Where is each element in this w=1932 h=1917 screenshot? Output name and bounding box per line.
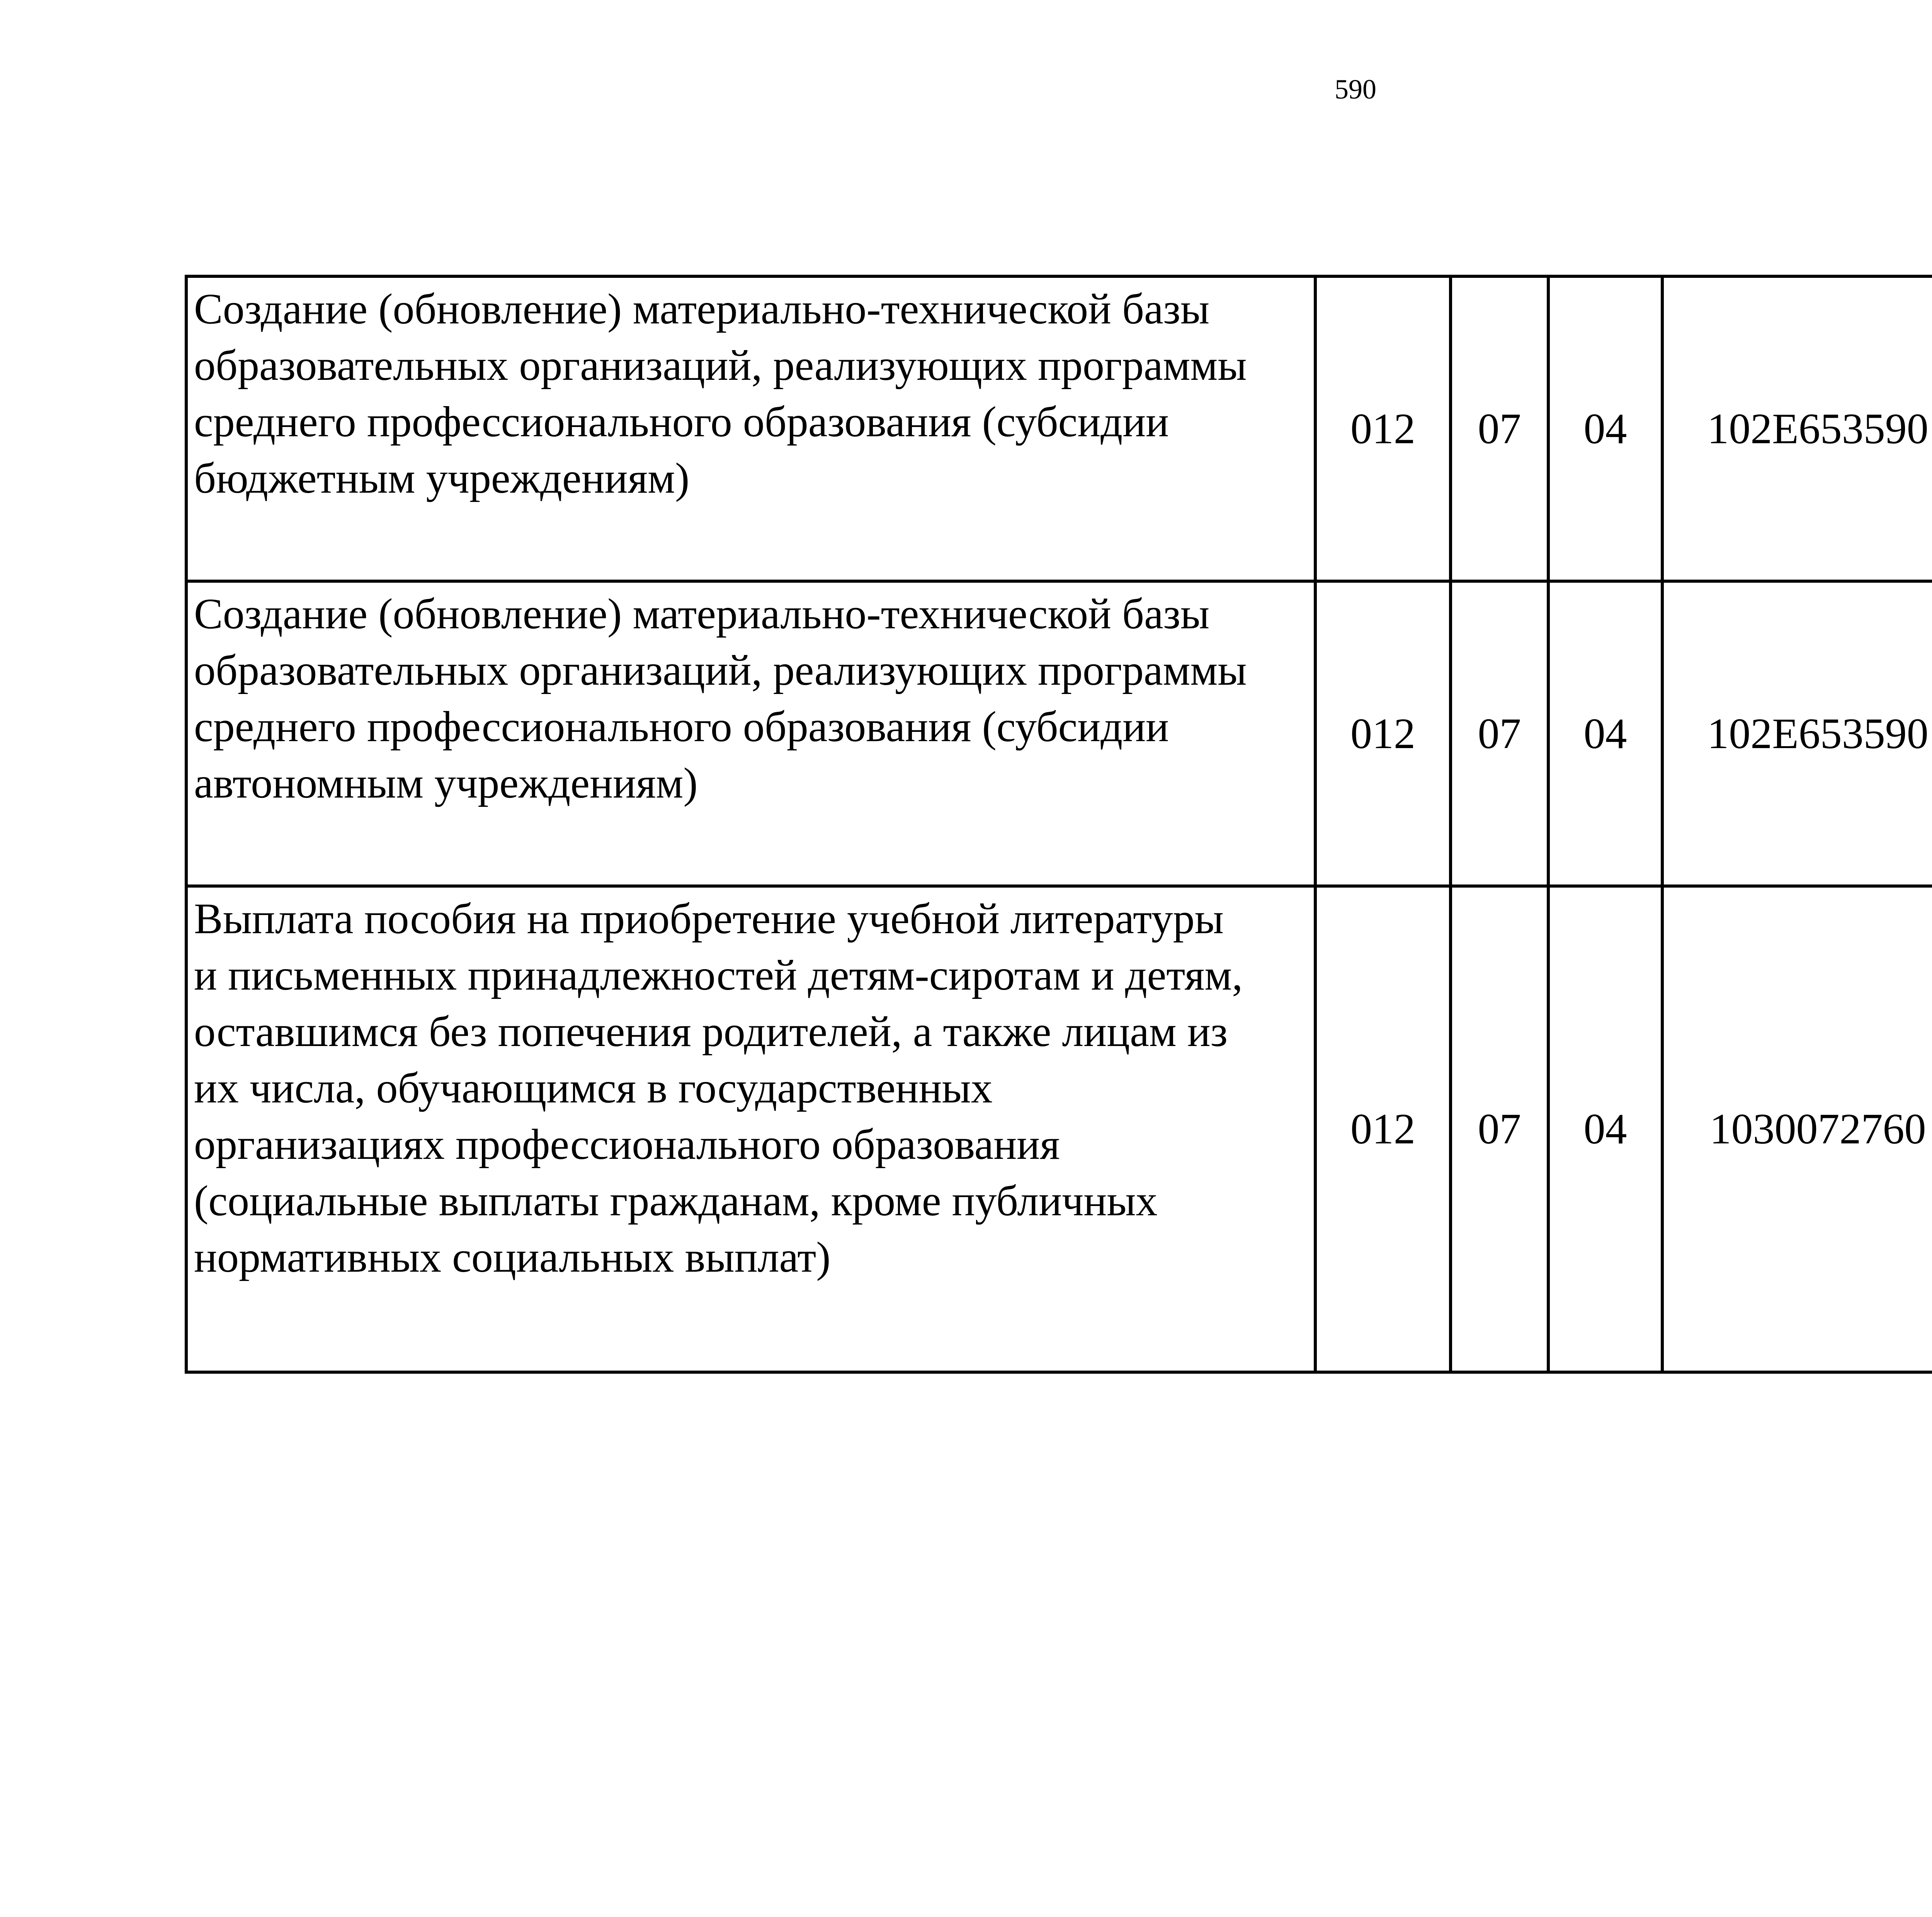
subsection-code: 04: [1548, 276, 1662, 581]
description-line: нормативных социальных выплат): [194, 1233, 831, 1281]
page-number: 590: [1335, 74, 1376, 105]
description-line: их числа, обучающимся в государственных: [194, 1064, 993, 1112]
subsection-code: 04: [1548, 581, 1662, 886]
description-line: Выплата пособия на приобретение учебной литературы: [194, 895, 1224, 943]
ministry-code: 012: [1315, 886, 1451, 1372]
table-row: [186, 276, 1932, 581]
target-item-code: 102Е653590: [1662, 276, 1932, 581]
expense-description: [186, 276, 1315, 581]
description-line: (социальные выплаты гражданам, кроме публичных: [194, 1177, 1158, 1225]
expense-description: [186, 581, 1315, 886]
budget-table: [185, 275, 1932, 1374]
target-item-code: 102Е653590: [1662, 581, 1932, 886]
section-code: 07: [1451, 581, 1548, 886]
description-line: и письменных принадлежностей детям-сиротам и детям,: [194, 951, 1243, 999]
expense-description: [186, 886, 1315, 1372]
subsection-code: 04: [1548, 886, 1662, 1372]
description-line: образовательных организаций, реализующих программы: [194, 646, 1247, 694]
description-line: среднего профессионального образования (субсидии: [194, 703, 1169, 751]
section-code: 07: [1451, 276, 1548, 581]
ministry-code: 012: [1315, 581, 1451, 886]
description-line: автономным учреждениям): [194, 759, 698, 807]
ministry-code: 012: [1315, 276, 1451, 581]
description-line: оставшимся без попечения родителей, а также лицам из: [194, 1008, 1228, 1056]
target-item-code: 1030072760: [1662, 886, 1932, 1372]
description-line: Создание (обновление) материально-технической базы: [194, 590, 1210, 638]
description-line: Создание (обновление) материально-технической базы: [194, 285, 1210, 333]
table-row: [186, 581, 1932, 886]
description-line: среднего профессионального образования (субсидии: [194, 398, 1169, 446]
description-line: организациях профессионального образования: [194, 1121, 1060, 1169]
section-code: 07: [1451, 886, 1548, 1372]
description-line: бюджетным учреждениям): [194, 454, 690, 502]
table-row: [186, 886, 1932, 1372]
description-line: образовательных организаций, реализующих программы: [194, 342, 1247, 390]
